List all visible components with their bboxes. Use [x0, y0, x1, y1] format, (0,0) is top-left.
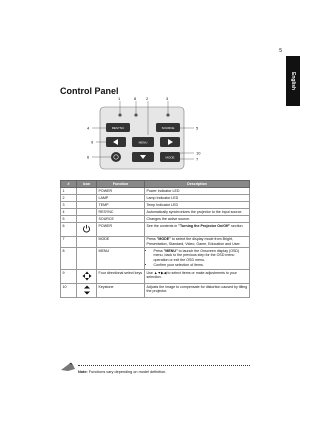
row-function: LAMP — [97, 195, 145, 202]
desc-text: to select items or make adjustments to your selection. — [146, 270, 237, 280]
list-item — [154, 249, 248, 262]
callout-1: 1 — [118, 96, 121, 101]
table-row — [61, 248, 250, 270]
menu-bullets — [147, 249, 248, 268]
row-icon — [77, 188, 97, 195]
row-description: Power Indicator LED — [145, 188, 250, 195]
callout-4: 4 — [87, 125, 90, 131]
row-function: Keystone — [97, 283, 145, 297]
row-icon — [77, 283, 97, 297]
note-text: Functions vary depending on model definition. — [87, 370, 167, 374]
table-row — [61, 223, 250, 236]
row-number: 1 — [61, 188, 77, 195]
desc-bold: "Turning the Projector On/Off" — [178, 224, 231, 229]
page-number: 5 — [279, 48, 282, 54]
row-description — [145, 236, 250, 248]
row-number: 3 — [61, 202, 77, 209]
keystone-icon — [83, 285, 91, 295]
row-number: 4 — [61, 209, 77, 216]
row-icon — [77, 209, 97, 216]
row-description — [145, 223, 250, 236]
row-description — [145, 269, 250, 283]
row-description: Automatically synchronizes the projector to the input source. — [145, 209, 250, 216]
table-row — [61, 202, 250, 209]
row-number: 9 — [61, 269, 77, 283]
desc-text: Confirm your selection of items. — [153, 262, 204, 267]
table-row — [61, 236, 250, 248]
desc-text: Press — [146, 237, 157, 242]
callout-8: 8 — [134, 96, 137, 101]
resync-button-label: RESYNC — [111, 126, 125, 130]
power-icon — [82, 224, 91, 233]
row-icon — [77, 223, 97, 236]
desc-text: section. — [230, 224, 244, 229]
callout-7: 7 — [196, 156, 199, 162]
header-number: # — [61, 181, 77, 188]
menu-button-label: MENU — [138, 140, 148, 145]
row-number: 8 — [61, 248, 77, 270]
table-row — [61, 269, 250, 283]
note-divider — [78, 365, 250, 366]
table-header-row — [61, 181, 250, 188]
control-panel-table — [60, 180, 250, 298]
row-icon — [77, 236, 97, 248]
row-description: Changes the active source. — [145, 216, 250, 223]
row-function: MODE — [97, 236, 145, 248]
row-number: 7 — [61, 236, 77, 248]
desc-text: to launch the Onscreen display (OSD) menu, back to the previous step for the OSD menu operation or exit the OSD menu. — [153, 248, 240, 262]
power-button — [111, 152, 121, 162]
callout-9: 9 — [91, 139, 94, 145]
four-direction-icon — [82, 271, 92, 281]
row-function: POWER — [97, 188, 145, 195]
control-panel-illustration — [60, 95, 230, 175]
row-description: Temp Indicator LED — [145, 202, 250, 209]
callout-3: 3 — [166, 96, 169, 101]
desc-text: Use — [146, 270, 154, 275]
row-icon — [77, 248, 97, 270]
header-icon: Icon — [77, 181, 97, 188]
desc-text: to select the display mode from Bright, Presentation, Standard, Video, Game, Education and User. — [146, 237, 241, 246]
row-function: TEMP — [97, 202, 145, 209]
note-label: Note: — [78, 370, 88, 374]
list-item — [154, 263, 248, 267]
table-row — [61, 195, 250, 202]
arrow-keys-icon: ▲▼▶◀ — [153, 270, 167, 275]
lamp-led — [134, 113, 137, 116]
desc-text: See the contents in — [146, 224, 179, 229]
note — [78, 370, 166, 374]
note-icon — [60, 362, 76, 372]
row-function: POWER — [97, 223, 145, 236]
callout-6: 6 — [87, 154, 90, 160]
table-row — [61, 216, 250, 223]
row-icon — [77, 269, 97, 283]
table-row — [61, 209, 250, 216]
table-row — [61, 283, 250, 297]
control-panel-diagram — [60, 95, 230, 175]
row-number: 2 — [61, 195, 77, 202]
callout-2: 2 — [146, 96, 149, 101]
callout-10: 10 — [196, 150, 201, 156]
desc-text: Press — [153, 248, 164, 253]
row-function: RESYNC — [97, 209, 145, 216]
row-function: MENU — [97, 248, 145, 270]
row-icon — [77, 195, 97, 202]
language-tab-label: English — [290, 71, 296, 91]
language-tab — [286, 56, 300, 106]
row-number: 5 — [61, 216, 77, 223]
desc-bold: "MENU" — [163, 248, 178, 253]
source-button-label: SOURCE — [161, 126, 175, 130]
row-number: 6 — [61, 223, 77, 236]
callout-5: 5 — [196, 125, 199, 131]
page-title: Control Panel — [60, 86, 119, 96]
row-icon — [77, 216, 97, 223]
row-function: SOURCE — [97, 216, 145, 223]
row-function: Four directional select keys — [97, 269, 145, 283]
desc-bold: "MODE" — [156, 237, 171, 242]
row-description — [145, 248, 250, 270]
row-number: 10 — [61, 283, 77, 297]
row-description: Adjusts the image to compensate for distortion caused by tilting the projector. — [145, 283, 250, 297]
power-led — [118, 113, 121, 116]
header-function: Function — [97, 181, 145, 188]
row-icon — [77, 202, 97, 209]
table-row — [61, 188, 250, 195]
temp-led — [166, 113, 169, 116]
mode-button-label: MODE — [165, 155, 175, 160]
row-description: Lamp Indicator LED — [145, 195, 250, 202]
header-description: Description — [145, 181, 250, 188]
